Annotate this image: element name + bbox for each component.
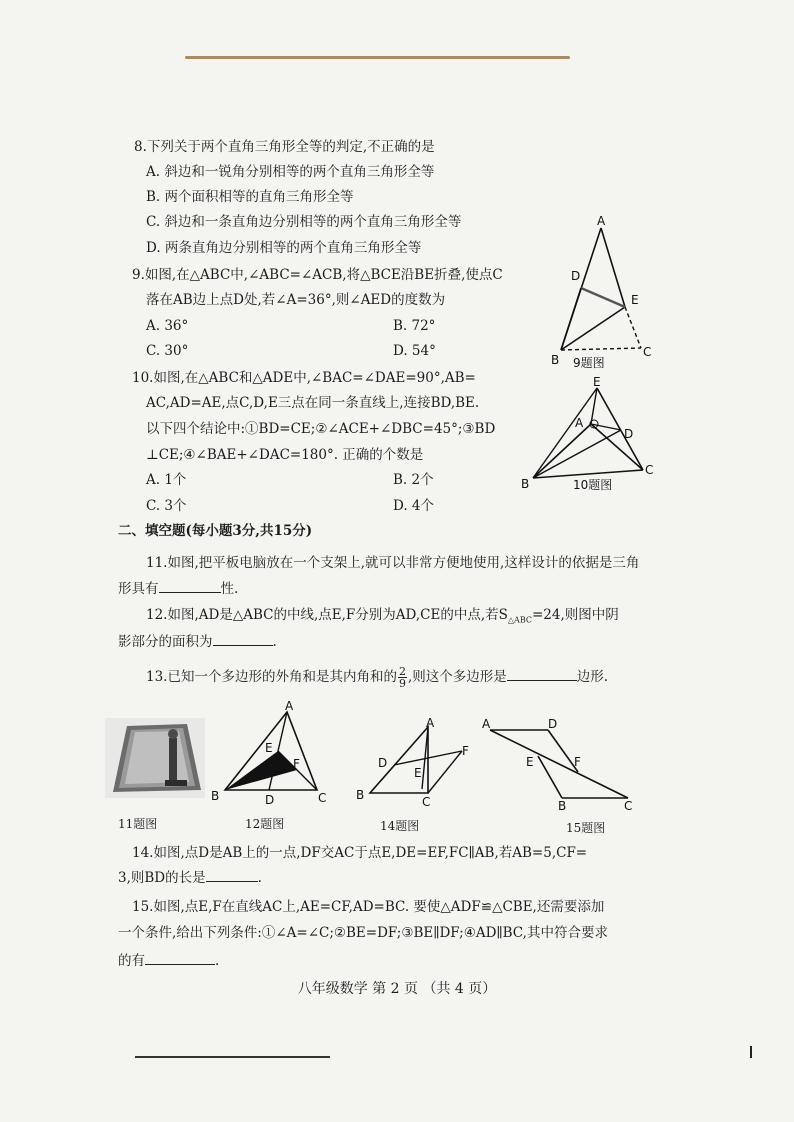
fig12-label-f: F (293, 757, 300, 771)
fig12-label-c: C (318, 791, 327, 805)
q14-line2: 3,则BD的长是 . (118, 867, 262, 887)
q15-line1: 15.如图,点E,F在直线AC上,AE=CF,AD=BC. 要使△ADF≌△CBE,还需要添加 (132, 899, 605, 915)
fig9-label-b: B (551, 353, 560, 367)
fig15-label-b: B (558, 799, 567, 812)
q10-option-d: D. 4个 (393, 498, 435, 514)
fig15-label-e: E (526, 755, 534, 769)
figure-11-tablet-photo (105, 718, 205, 798)
fig10-label-b: B (521, 477, 530, 491)
fig9-label-a: A (597, 214, 606, 228)
q15-line2: 一个条件,给出下列条件:①∠A=∠C;②BE=DF;③BE∥DF;④AD∥BC,其中符合要求 (118, 925, 608, 941)
q8-option-a: A. 斜边和一锐角分别相等的两个直角三角形全等 (146, 164, 435, 180)
q11-line2: 形具有 性. (118, 578, 238, 598)
scan-edge-top (185, 56, 570, 59)
fig9-label-c: C (643, 345, 652, 359)
q14-line1: 14.如图,点D是AB上的一点,DF交AC于点E,DE=EF,FC∥AB,若AB=5,CF= (132, 845, 588, 861)
fig15-label-d: D (548, 717, 558, 731)
q13-fraction: $\frac{2}{9}$ (398, 665, 406, 690)
q10-line3: 以下四个结论中:①BD=CE;②∠ACE+∠DBC=45°;③BD (146, 421, 496, 437)
q13-line: 13.已知一个多边形的外角和是其内角和的 $\frac{2}{9}$ ,则这个多边形是 边形. (146, 665, 609, 690)
fig10-label-c: C (645, 463, 654, 477)
fig9-label-d: D (571, 269, 581, 283)
q9-option-d: D. 54° (393, 343, 436, 359)
fig12-label-d: D (265, 793, 275, 807)
q12-answer-blank[interactable] (213, 631, 273, 646)
q10-option-a: A. 1个 (146, 472, 187, 488)
q8-option-c: C. 斜边和一条直角边分别相等的两个直角三角形全等 (146, 214, 462, 230)
fig12-label-b: B (211, 789, 220, 803)
q15-answer-blank[interactable] (145, 950, 215, 965)
figure-12 (205, 700, 335, 808)
fig10-label-d: D (624, 427, 634, 441)
figure-10 (515, 372, 665, 497)
fig12-label-a: A (285, 700, 294, 713)
q13-answer-blank[interactable] (507, 666, 577, 681)
fig14-label-e: E (414, 766, 422, 780)
fig14-label-a: A (426, 716, 435, 730)
fig14-label-d: D (378, 756, 388, 770)
page-footer: 八年级数学 第 2 页 （共 4 页） (297, 981, 497, 997)
fig14-label-c: C (422, 795, 431, 809)
q14-answer-blank[interactable] (206, 867, 258, 882)
fig10-label-a: A (575, 416, 584, 430)
figure-15 (478, 712, 648, 812)
q10-line1: 10.如图,在△ABC和△ADE中,∠BAC=∠DAE=90°,AB= (132, 370, 476, 386)
fig9-label-e: E (631, 293, 639, 307)
figure-14 (352, 715, 477, 810)
scan-mark (750, 1046, 752, 1058)
q8-stem: 8.下列关于两个直角三角形全等的判定,不正确的是 (134, 139, 435, 155)
fig15-label-a: A (482, 717, 491, 731)
q10-option-b: B. 2个 (393, 472, 434, 488)
q11-answer-blank[interactable] (159, 578, 221, 593)
fig12-caption: 12题图 (245, 817, 285, 831)
q11-line1: 11.如图,把平板电脑放在一个支架上,就可以非常方便地使用,这样设计的依据是三角 (146, 555, 640, 571)
q12-line1: 12.如图,AD是△ABC的中线,点E,F分别为AD,CE的中点,若$S_{\triangle ABC}=24$,则图中阴 (146, 607, 619, 625)
q15-line3: 的有 . (118, 950, 219, 970)
fig15-label-c: C (624, 799, 633, 812)
fig15-caption: 15题图 (566, 821, 606, 835)
fig14-label-f: F (462, 744, 469, 758)
q12-line2: 影部分的面积为 . (118, 631, 277, 651)
fig11-caption: 11题图 (118, 817, 158, 831)
figure-9 (545, 212, 665, 372)
fig14-caption: 14题图 (380, 819, 420, 833)
fig10-label-e: E (593, 375, 601, 389)
fig12-label-e: E (265, 741, 273, 755)
q9-option-a: A. 36° (146, 318, 189, 334)
q8-option-b: B. 两个面积相等的直角三角形全等 (146, 189, 354, 205)
fig9-caption: 9题图 (573, 356, 605, 370)
q8-option-d: D. 两条直角边分别相等的两个直角三角形全等 (146, 240, 422, 256)
scan-edge-bottom (135, 1056, 330, 1058)
section-2-heading: 二、填空题(每小题3分,共15分) (118, 523, 313, 539)
fig14-label-b: B (356, 788, 365, 802)
q10-option-c: C. 3个 (146, 498, 187, 514)
q10-line2: AC,AD=AE,点C,D,E三点在同一条直线上,连接BD,BE. (146, 395, 480, 411)
q9-line1: 9.如图,在△ABC中,∠ABC=∠ACB,将△BCE沿BE折叠,使点C (132, 267, 503, 283)
fig15-label-f: F (574, 755, 581, 769)
fig10-caption: 10题图 (573, 478, 613, 492)
q9-line2: 落在AB边上点D处,若∠A=36°,则∠AED的度数为 (146, 292, 446, 308)
q9-option-b: B. 72° (393, 318, 436, 334)
q10-line4: ⊥CE;④∠BAE+∠DAC=180°. 正确的个数是 (146, 447, 424, 463)
q9-option-c: C. 30° (146, 343, 189, 359)
